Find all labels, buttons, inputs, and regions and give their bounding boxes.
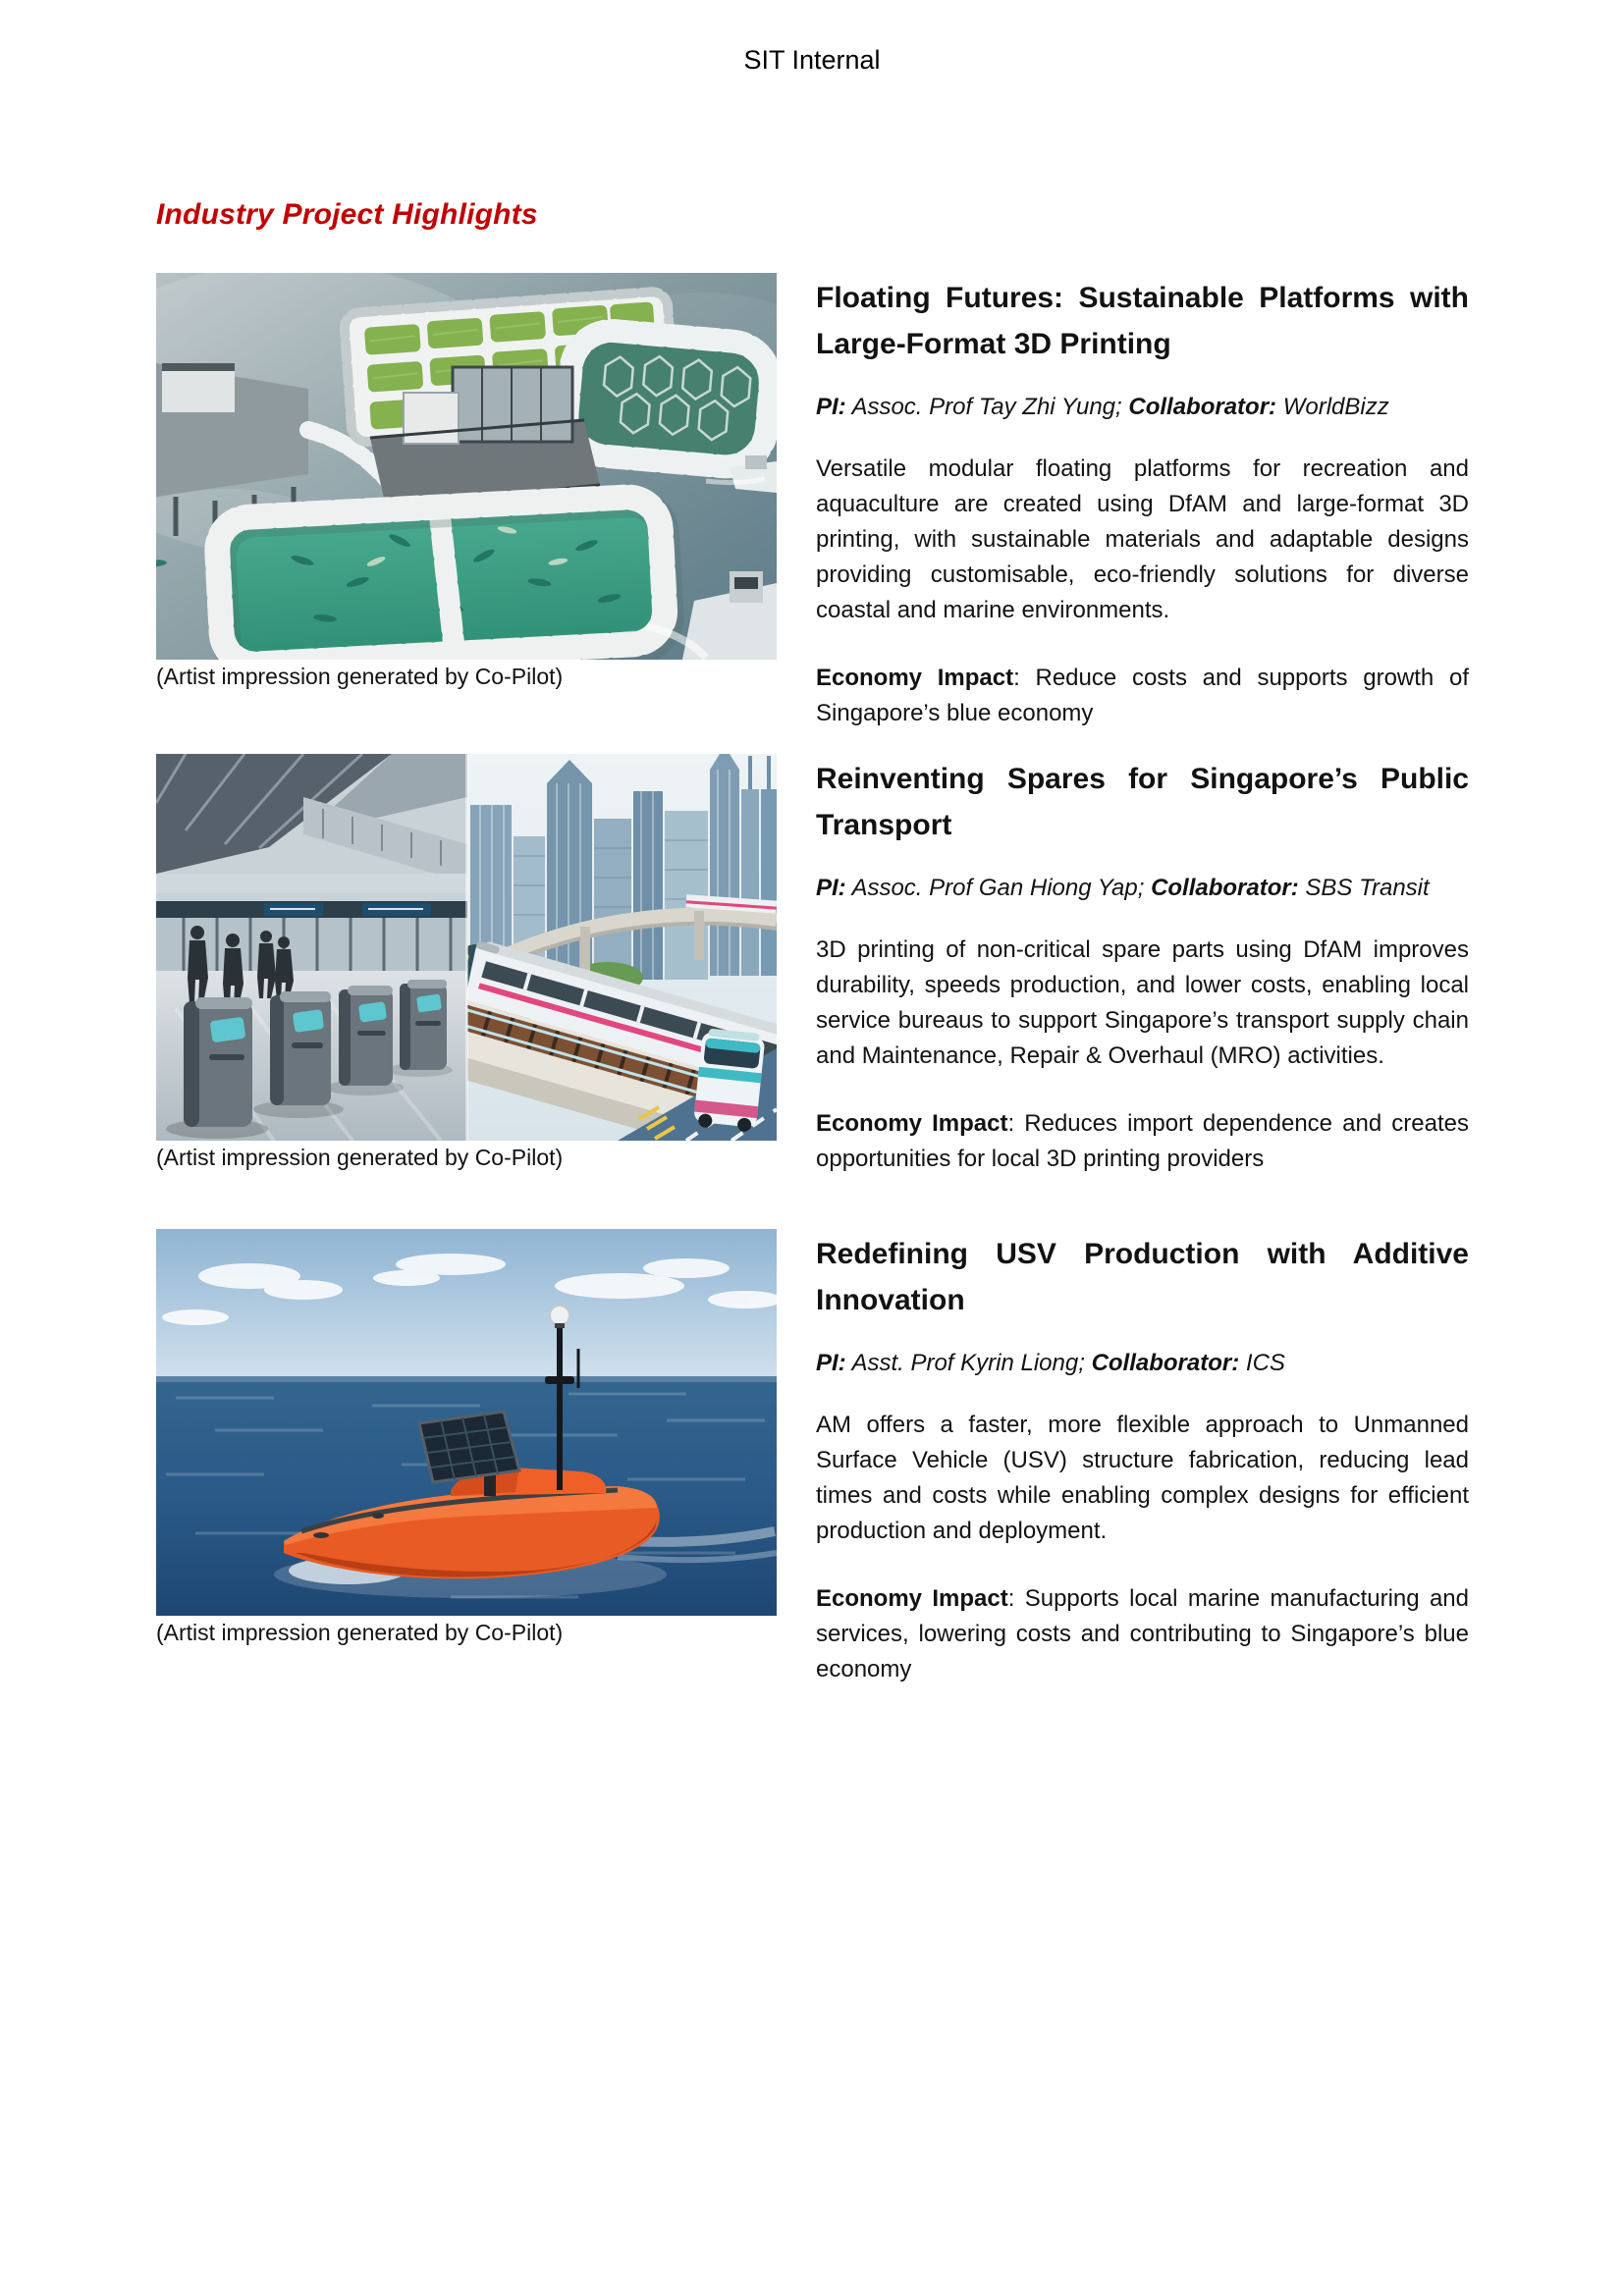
collaborator-label: Collaborator: xyxy=(1128,394,1277,420)
pi-value: Assoc. Prof Gan Hiong Yap; xyxy=(845,875,1152,901)
project-impact xyxy=(816,1581,1469,1687)
impact-text: : Supports local marine manufacturing and services, lowering costs and contributing to Singapore’s blue economy xyxy=(816,1585,1469,1682)
project-figure xyxy=(156,273,777,690)
impact-label: Economy Impact xyxy=(816,665,1014,691)
impact-text: : Reduces import dependence and creates opportunities for local 3D printing providers xyxy=(816,1110,1469,1172)
impact-label: Economy Impact xyxy=(816,1585,1008,1612)
project-description: Versatile modular floating platforms for recreation and aquaculture are created using DfAM and large-format 3D printing, with sustainable materials and adaptable designs providing customisable, eco-friendly solutions for diverse coastal and marine environments. xyxy=(816,455,1469,623)
main-fish-pens xyxy=(156,496,672,660)
project-pi-line xyxy=(816,1349,1469,1378)
floating-platforms-illustration xyxy=(156,273,777,660)
project-description: 3D printing of non-critical spare parts using DfAM improves durability, speeds production, and lower costs, enabling local service bureaus to support Singapore’s transport supply chain and Maintenance, Repair & Overhaul (MRO) activities. xyxy=(816,936,1469,1069)
bus xyxy=(693,1028,766,1133)
project-text-column xyxy=(816,754,1469,1177)
project-section-usv-production xyxy=(156,1229,1469,1687)
section-title: Industry Project Highlights xyxy=(156,198,538,231)
pi-value: Assoc. Prof Tay Zhi Yung; xyxy=(845,394,1129,420)
document-classification-header: SIT Internal xyxy=(743,45,881,75)
project-title: Redefining USV Production with Additive Innovation xyxy=(816,1238,1469,1316)
collaborator-value: ICS xyxy=(1239,1350,1285,1376)
collaborator-value: WorldBizz xyxy=(1276,394,1389,420)
public-transport-illustration xyxy=(156,754,777,1141)
project-pi-line xyxy=(816,874,1469,903)
sky xyxy=(156,1229,777,1378)
pi-label: PI: xyxy=(816,875,846,901)
impact-text: : Reduce costs and supports growth of Singapore’s blue economy xyxy=(816,665,1470,726)
project-impact xyxy=(816,661,1469,731)
collaborator-label: Collaborator: xyxy=(1091,1350,1240,1376)
pi-value: Asst. Prof Kyrin Liong; xyxy=(845,1350,1092,1376)
project-text-column xyxy=(816,273,1469,731)
project-text-column xyxy=(816,1229,1469,1687)
project-figure xyxy=(156,754,777,1171)
hexagonal-net-pen xyxy=(564,328,774,470)
project-title: Floating Futures: Sustainable Platforms with Large-Format 3D Printing xyxy=(816,282,1469,360)
project-section-floating-futures xyxy=(156,273,1469,731)
impact-label: Economy Impact xyxy=(816,1110,1008,1137)
usv-illustration xyxy=(156,1229,777,1616)
pi-label: PI: xyxy=(816,394,846,420)
collaborator-value: SBS Transit xyxy=(1298,875,1430,901)
image-split-seam xyxy=(465,754,468,1141)
image-caption: (Artist impression generated by Co-Pilot) xyxy=(156,1620,564,1645)
collaborator-label: Collaborator: xyxy=(1151,875,1299,901)
image-caption: (Artist impression generated by Co-Pilot) xyxy=(156,664,564,689)
project-figure xyxy=(156,1229,777,1646)
project-image-usv xyxy=(156,1229,777,1616)
project-title: Reinventing Spares for Singapore’s Public Transport xyxy=(816,763,1469,841)
project-image-floating-platforms xyxy=(156,273,777,660)
station-interior-left-half xyxy=(156,754,467,1141)
project-image-public-transport xyxy=(156,754,777,1141)
pi-label: PI: xyxy=(816,1350,846,1376)
project-pi-line xyxy=(816,393,1469,422)
project-description: AM offers a faster, more flexible approach to Unmanned Surface Vehicle (USV) structure fabrication, reducing lead times and costs while enabling complex designs for efficient production and deployment. xyxy=(816,1412,1469,1544)
project-section-reinventing-spares xyxy=(156,754,1469,1177)
project-impact xyxy=(816,1106,1469,1177)
image-caption: (Artist impression generated by Co-Pilot) xyxy=(156,1145,564,1170)
